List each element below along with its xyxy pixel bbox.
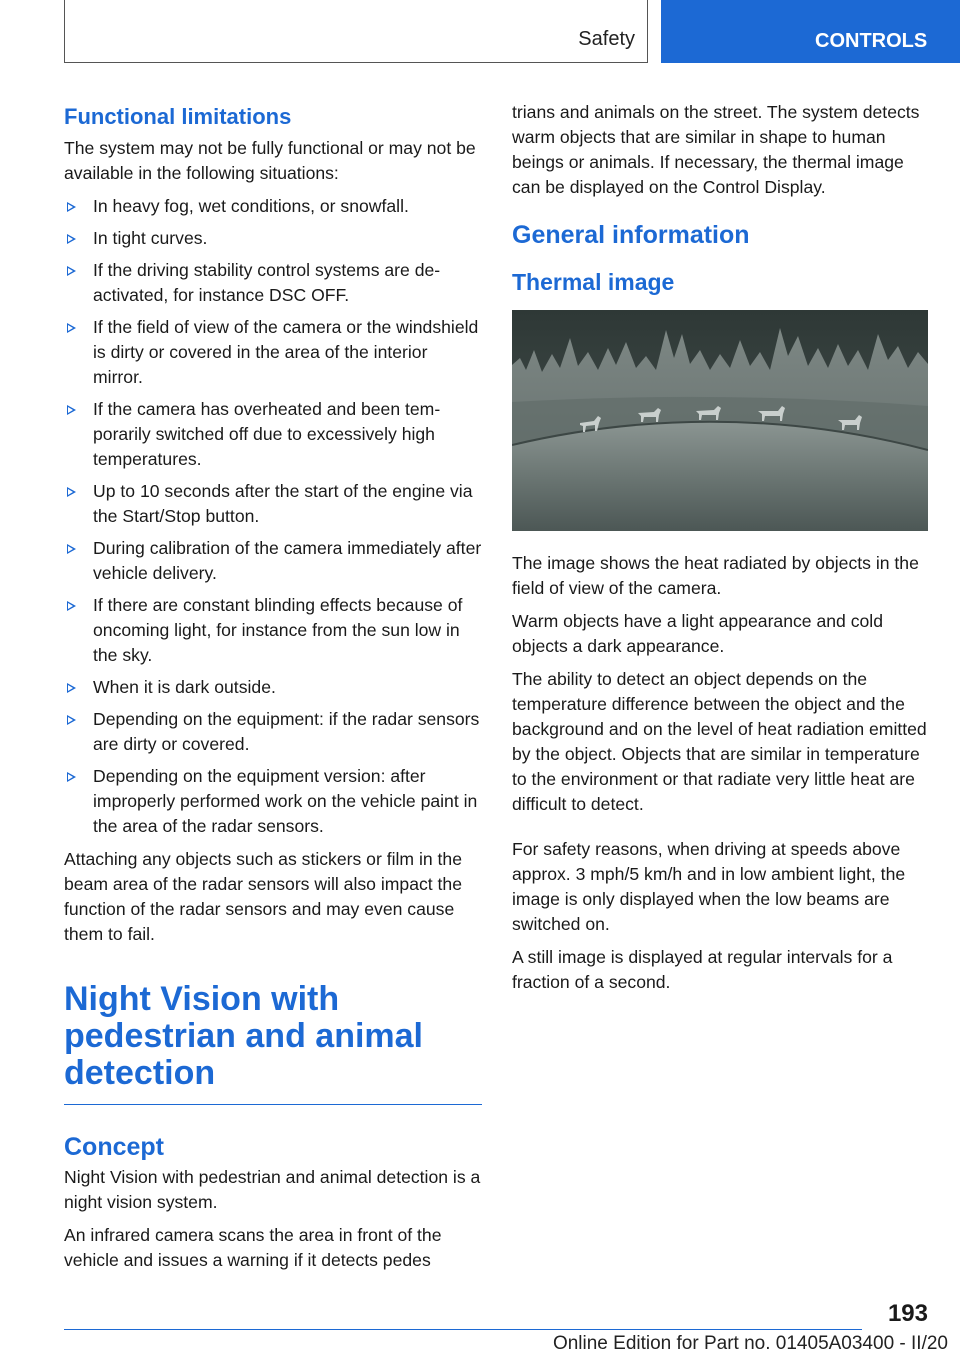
list-item: If the driving stability control systems are deactivated, for instance DSC OFF. xyxy=(64,258,482,308)
bullet-triangle-icon xyxy=(67,202,76,212)
limitations-list xyxy=(64,194,482,839)
list-item: When it is dark outside. xyxy=(64,675,482,700)
right-column xyxy=(512,100,928,1003)
list-item: Up to 10 seconds after the start of the engine via the Start/Stop button. xyxy=(64,479,482,529)
thermal-image-figure xyxy=(512,310,928,531)
list-item: If the field of view of the camera or the windshield is dirty or covered in the area of the interior mirror. xyxy=(64,315,482,390)
list-item: In tight curves. xyxy=(64,226,482,251)
continued-paragraph: trians and animals on the street. The system detects warm objects that are similar in shape to human beings or animals. If necessary, the thermal image can be displayed on the Control Display. xyxy=(512,102,920,197)
page-number: 193 xyxy=(887,1300,928,1327)
bullet-triangle-icon xyxy=(67,601,76,611)
list-item: During calibration of the camera immediately after vehicle delivery. xyxy=(64,536,482,586)
list-item: If the camera has overheated and been temporarily switched off due to excessively high temperatures. xyxy=(64,397,482,472)
list-item: In heavy fog, wet conditions, or snowfall. xyxy=(64,194,482,219)
bullet-triangle-icon xyxy=(67,405,76,415)
bullet-triangle-icon xyxy=(67,266,76,276)
thermal-paragraph-3: The ability to detect an object depends on the temperature difference between the object and the background and on the level of heat radiation emitted by the object. Objects that are similar in temperature to the environment or that radiate very little heat are difficult to detect. xyxy=(512,669,927,814)
limitations-heading: Functional limitations xyxy=(64,104,292,129)
thermal-paragraph-4: For safety reasons, when driving at speeds above approx. 3 mph/5 km/h and in low ambient light, the image is only displayed when the low beams are switched on. xyxy=(512,839,906,934)
header-section-box xyxy=(64,0,648,63)
section-label: Safety xyxy=(578,28,635,50)
concept-heading: Concept xyxy=(64,1133,164,1161)
thermal-paragraph-2: Warm objects have a light appearance and cold objects a dark appearance. xyxy=(512,611,883,656)
bullet-triangle-icon xyxy=(67,487,76,497)
bullet-triangle-icon xyxy=(67,234,76,244)
footer-edition: Online Edition for Part no. 01405A03400 - II/20 xyxy=(552,1333,948,1354)
bullet-triangle-icon xyxy=(67,715,76,725)
bullet-triangle-icon xyxy=(67,683,76,693)
list-item: If there are constant blinding effects because of oncoming light, for instance from the sun low in the sky. xyxy=(64,593,482,668)
thermal-paragraph-1: The image shows the heat radiated by objects in the field of view of the camera. xyxy=(512,553,919,598)
general-information-heading: General information xyxy=(512,221,750,249)
left-column xyxy=(64,100,482,1281)
thermal-image-heading: Thermal image xyxy=(512,269,675,295)
concept-paragraph-1: Night Vision with pedestrian and animal detection is a night vision system. xyxy=(64,1167,481,1212)
section-title: Night Vision with pedestrian and animal detection xyxy=(64,981,482,1105)
limitations-intro: The system may not be fully functional or may not be available in the following situations: xyxy=(64,138,476,183)
thermal-paragraph-5: A still image is displayed at regular intervals for a fraction of a second. xyxy=(512,947,893,992)
footer-divider xyxy=(64,1329,862,1330)
concept-paragraph-2: An infrared camera scans the area in front of the vehicle and issues a warning if it detects pedes xyxy=(64,1225,442,1270)
list-item: Depending on the equipment version: after improperly performed work on the vehicle paint in the area of the radar sensors. xyxy=(64,764,482,839)
bullet-triangle-icon xyxy=(67,323,76,333)
bullet-triangle-icon xyxy=(67,772,76,782)
attaching-note: Attaching any objects such as stickers or film in the beam area of the radar sensors will also impact the function of the radar sensors and may even cause them to fail. xyxy=(64,849,463,944)
chapter-tab[interactable]: CONTROLS xyxy=(661,0,960,63)
bullet-triangle-icon xyxy=(67,544,76,554)
list-item: Depending on the equipment: if the radar sensors are dirty or covered. xyxy=(64,707,482,757)
